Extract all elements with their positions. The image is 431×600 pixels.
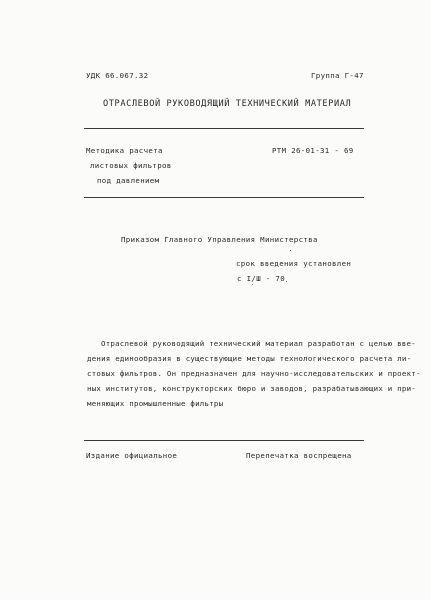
udk-code: УДК 66.067.32 (86, 71, 149, 80)
scan-speck (290, 250, 291, 251)
method-divider (84, 197, 364, 198)
order-text: Приказом Главного Управления Министерства (121, 235, 318, 244)
group-code: Группа Г-47 (311, 71, 364, 80)
method-line-1: Методика расчета (86, 146, 163, 155)
introduction-date: с I/Ш - 70 (237, 274, 285, 283)
title-divider (84, 128, 364, 129)
abstract-line-3: стовых фильтров. Он предназначен для научно-исследовательских и проект- (87, 369, 421, 378)
abstract-line-1: Отраслевой руководящий технический материал разработан с целью вве- (101, 339, 416, 348)
abstract-line-2: дения единообразия в существующие методы технологического расчета ли- (87, 354, 412, 363)
abstract-line-5: меняющих промышленные фильтры (87, 399, 224, 408)
document-title: ОТРАСЛЕВОЙ РУКОВОДЯЩИЙ ТЕХНИЧЕСКИЙ МАТЕРИАЛ (103, 99, 352, 109)
scan-speck (286, 281, 287, 282)
method-line-2: листовых фильтров (90, 161, 172, 170)
method-line-3: под давлением (97, 176, 160, 185)
reprint-note: Перепечатка воспрещена (246, 451, 352, 460)
scan-speck (252, 284, 253, 285)
edition-note: Издание официальное (86, 451, 178, 460)
abstract-line-4: ных институтов, конструкторских бюро и заводов, разрабатывающих и при- (87, 384, 416, 393)
term-label: срок введения установлен (236, 259, 352, 268)
abstract-paragraph (87, 336, 421, 411)
footer-divider (84, 440, 364, 441)
rtm-code: РТМ 26-01-31 - 69 (272, 146, 354, 155)
